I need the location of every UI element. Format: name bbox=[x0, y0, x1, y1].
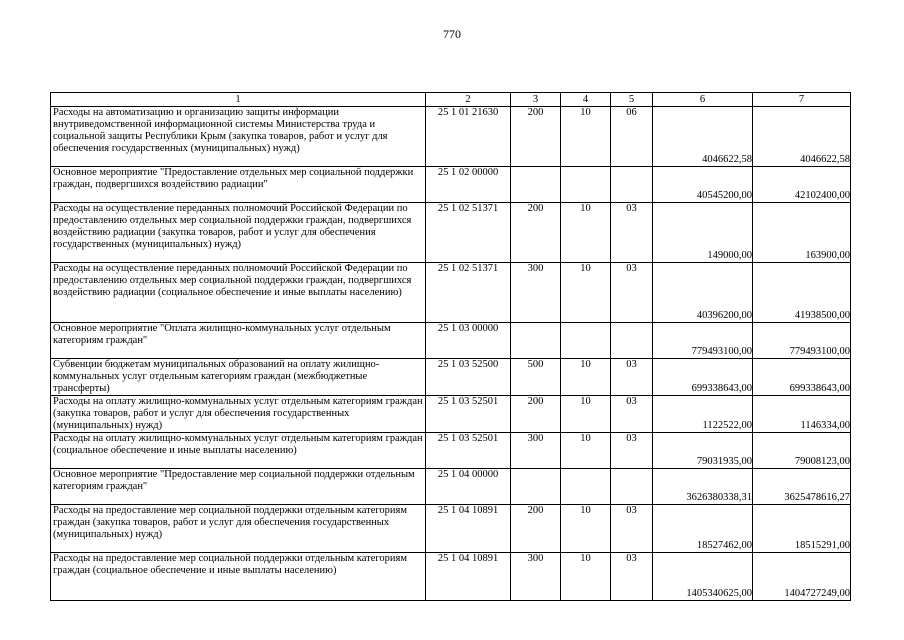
column-number: 3 bbox=[511, 93, 561, 107]
table-row bbox=[51, 263, 851, 323]
amount-year1-cell: 779493100,00 bbox=[653, 323, 753, 359]
row-name-cell: Расходы на предоставление мер социальной поддержки отдельным категориям граждан (закупка товаров, работ и услуг для обеспечения государственных (муниципальных) нужд) bbox=[51, 505, 426, 553]
amount-year2-cell: 779493100,00 bbox=[753, 323, 851, 359]
row-name-cell: Основное мероприятие "Оплата жилищно-коммунальных услуг отдельным категориям граждан" bbox=[51, 323, 426, 359]
subsection-cell: 03 bbox=[611, 553, 653, 601]
amount-year1-cell: 18527462,00 bbox=[653, 505, 753, 553]
amount-year2-cell: 699338643,00 bbox=[753, 359, 851, 396]
column-number: 7 bbox=[753, 93, 851, 107]
expense-type-cell: 200 bbox=[511, 203, 561, 263]
section-cell bbox=[561, 323, 611, 359]
expense-type-cell: 200 bbox=[511, 396, 561, 433]
section-cell bbox=[561, 469, 611, 505]
target-article-cell: 25 1 04 10891 bbox=[426, 505, 511, 553]
section-cell: 10 bbox=[561, 359, 611, 396]
expense-type-cell bbox=[511, 323, 561, 359]
section-cell: 10 bbox=[561, 396, 611, 433]
expense-type-cell: 200 bbox=[511, 505, 561, 553]
budget-table bbox=[50, 92, 851, 601]
column-number: 1 bbox=[51, 93, 426, 107]
target-article-cell: 25 1 03 00000 bbox=[426, 323, 511, 359]
target-article-cell: 25 1 03 52500 bbox=[426, 359, 511, 396]
target-article-cell: 25 1 03 52501 bbox=[426, 433, 511, 469]
table-row bbox=[51, 433, 851, 469]
row-name-cell: Расходы на осуществление переданных полномочий Российской Федерации по предоставлению отдельных мер социальной поддержки граждан, подвергшихся воздействию радиации (социальное обеспечение и иные выплаты населению) bbox=[51, 263, 426, 323]
table-row bbox=[51, 107, 851, 167]
subsection-cell: 03 bbox=[611, 433, 653, 469]
target-article-cell: 25 1 03 52501 bbox=[426, 396, 511, 433]
expense-type-cell bbox=[511, 469, 561, 505]
section-cell bbox=[561, 167, 611, 203]
amount-year1-cell: 3626380338,31 bbox=[653, 469, 753, 505]
expense-type-cell: 300 bbox=[511, 263, 561, 323]
amount-year1-cell: 4046622,58 bbox=[653, 107, 753, 167]
subsection-cell bbox=[611, 469, 653, 505]
section-cell: 10 bbox=[561, 433, 611, 469]
amount-year1-cell: 1405340625,00 bbox=[653, 553, 753, 601]
target-article-cell: 25 1 04 10891 bbox=[426, 553, 511, 601]
subsection-cell: 06 bbox=[611, 107, 653, 167]
target-article-cell: 25 1 04 00000 bbox=[426, 469, 511, 505]
amount-year1-cell: 40396200,00 bbox=[653, 263, 753, 323]
target-article-cell: 25 1 02 51371 bbox=[426, 203, 511, 263]
expense-type-cell: 200 bbox=[511, 107, 561, 167]
amount-year2-cell: 4046622,58 bbox=[753, 107, 851, 167]
column-number: 5 bbox=[611, 93, 653, 107]
row-name-cell: Расходы на автоматизацию и организацию защиты информации внутриведомственной информационной системы Министерства труда и социальной защиты Республики Крым (закупка товаров, работ и услуг для обеспечения государственных (муниципальных) нужд) bbox=[51, 107, 426, 167]
table-row bbox=[51, 553, 851, 601]
section-cell: 10 bbox=[561, 263, 611, 323]
table-row bbox=[51, 167, 851, 203]
amount-year1-cell: 79031935,00 bbox=[653, 433, 753, 469]
subsection-cell: 03 bbox=[611, 359, 653, 396]
target-article-cell: 25 1 02 51371 bbox=[426, 263, 511, 323]
subsection-cell: 03 bbox=[611, 263, 653, 323]
column-number-row bbox=[51, 93, 851, 107]
table-row bbox=[51, 323, 851, 359]
row-name-cell: Расходы на оплату жилищно-коммунальных услуг отдельным категориям граждан (социальное обеспечение и иные выплаты населению) bbox=[51, 433, 426, 469]
amount-year2-cell: 163900,00 bbox=[753, 203, 851, 263]
amount-year2-cell: 79008123,00 bbox=[753, 433, 851, 469]
row-name-cell: Расходы на предоставление мер социальной поддержки отдельным категориям граждан (социальное обеспечение и иные выплаты населению) bbox=[51, 553, 426, 601]
row-name-cell: Расходы на осуществление переданных полномочий Российской Федерации по предоставлению отдельных мер социальной поддержки граждан, подвергшихся воздействию радиации (закупка товаров, работ и услуг для обеспечения государственных (муниципальных) нужд) bbox=[51, 203, 426, 263]
expense-type-cell: 300 bbox=[511, 553, 561, 601]
amount-year2-cell: 1404727249,00 bbox=[753, 553, 851, 601]
row-name-cell: Основное мероприятие "Предоставление отдельных мер социальной поддержки граждан, подвергшихся воздействию радиации" bbox=[51, 167, 426, 203]
table-row bbox=[51, 396, 851, 433]
expense-type-cell bbox=[511, 167, 561, 203]
amount-year2-cell: 18515291,00 bbox=[753, 505, 851, 553]
subsection-cell: 03 bbox=[611, 505, 653, 553]
column-number: 2 bbox=[426, 93, 511, 107]
page-number: 770 bbox=[443, 27, 461, 41]
amount-year2-cell: 42102400,00 bbox=[753, 167, 851, 203]
row-name-cell: Основное мероприятие "Предоставление мер социальной поддержки отдельным категориям граждан" bbox=[51, 469, 426, 505]
amount-year2-cell: 3625478616,27 bbox=[753, 469, 851, 505]
table-row bbox=[51, 505, 851, 553]
amount-year1-cell: 699338643,00 bbox=[653, 359, 753, 396]
target-article-cell: 25 1 01 21630 bbox=[426, 107, 511, 167]
subsection-cell: 03 bbox=[611, 203, 653, 263]
row-name-cell: Расходы на оплату жилищно-коммунальных услуг отдельным категориям граждан (закупка товаров, работ и услуг для обеспечения государственных (муниципальных) нужд) bbox=[51, 396, 426, 433]
section-cell: 10 bbox=[561, 505, 611, 553]
table-row bbox=[51, 469, 851, 505]
section-cell: 10 bbox=[561, 107, 611, 167]
amount-year1-cell: 1122522,00 bbox=[653, 396, 753, 433]
target-article-cell: 25 1 02 00000 bbox=[426, 167, 511, 203]
amount-year2-cell: 41938500,00 bbox=[753, 263, 851, 323]
column-number: 6 bbox=[653, 93, 753, 107]
amount-year2-cell: 1146334,00 bbox=[753, 396, 851, 433]
section-cell: 10 bbox=[561, 203, 611, 263]
amount-year1-cell: 40545200,00 bbox=[653, 167, 753, 203]
table-row bbox=[51, 203, 851, 263]
section-cell: 10 bbox=[561, 553, 611, 601]
row-name-cell: Субвенции бюджетам муниципальных образований на оплату жилищно-коммунальных услуг отдельным категориям граждан (межбюджетные трансферты) bbox=[51, 359, 426, 396]
column-number: 4 bbox=[561, 93, 611, 107]
subsection-cell: 03 bbox=[611, 396, 653, 433]
expense-type-cell: 500 bbox=[511, 359, 561, 396]
amount-year1-cell: 149000,00 bbox=[653, 203, 753, 263]
expense-type-cell: 300 bbox=[511, 433, 561, 469]
subsection-cell bbox=[611, 323, 653, 359]
subsection-cell bbox=[611, 167, 653, 203]
table-row bbox=[51, 359, 851, 396]
